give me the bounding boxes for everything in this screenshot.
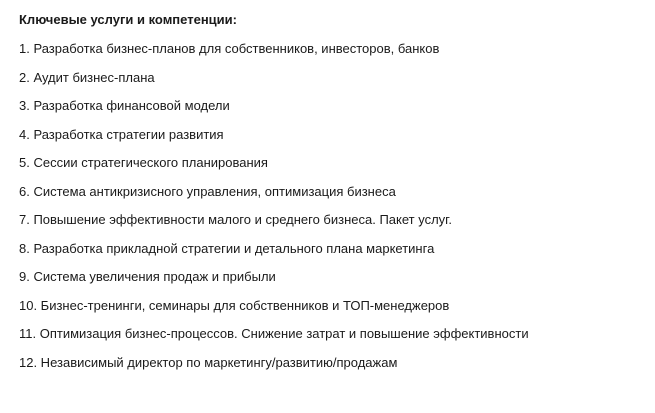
list-item: 2. Аудит бизнес-плана [19, 69, 155, 85]
list-item: 11. Оптимизация бизнес-процессов. Снижение затрат и повышение эффективности [19, 326, 529, 341]
list-item: 3. Разработка финансовой модели [19, 98, 230, 113]
list-item: 12. Независимый директор по маркетингу/развитию/продажам [19, 354, 398, 370]
list-item: 10. Бизнес-тренинги, семинары для собственников и ТОП-менеджеров [19, 297, 450, 313]
list-item: 9. Система увеличения продаж и прибыли [19, 269, 276, 284]
services-document [19, 11, 649, 382]
list-item: 5. Сессии стратегического планирования [19, 155, 268, 170]
services-list [19, 40, 649, 382]
list-item: 7. Повышение эффективности малого и среднего бизнеса. Пакет услуг. [19, 212, 452, 227]
list-item: 4. Разработка стратегии развития [19, 126, 224, 142]
section-heading: Ключевые услуги и компетенции: [19, 12, 237, 27]
list-item: 6. Система антикризисного управления, оптимизация бизнеса [19, 183, 396, 199]
list-item: 1. Разработка бизнес-планов для собственников, инвесторов, банков [19, 41, 440, 56]
list-item: 8. Разработка прикладной стратегии и детального плана маркетинга [19, 240, 435, 256]
